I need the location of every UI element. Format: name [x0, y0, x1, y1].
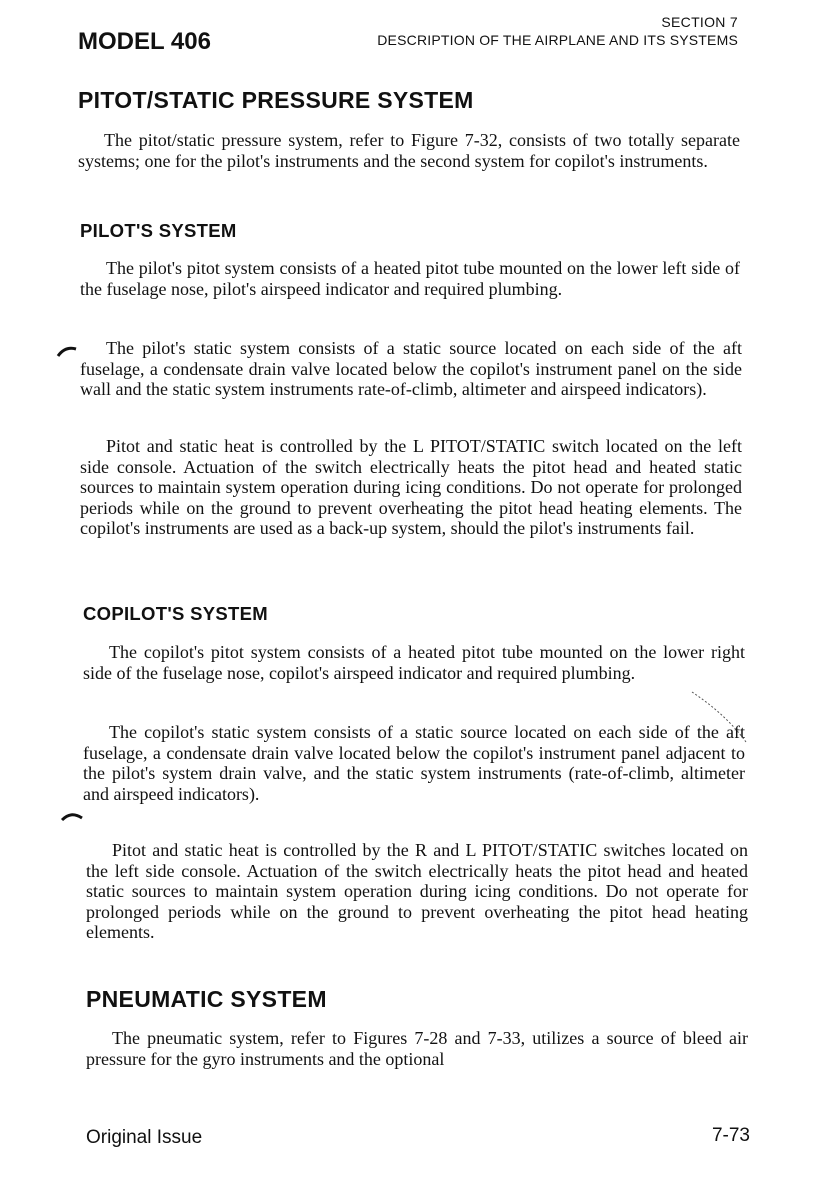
section-label: SECTION 7 — [661, 14, 738, 30]
paragraph-copilots-pitot: The copilot's pitot system consists of a heated pitot tube mounted on the lower right side of the fuselage nose, copilot's airspeed indicator and required plumbing. — [83, 642, 745, 683]
heading-copilots-system: COPILOT'S SYSTEM — [83, 603, 268, 624]
heading-pneumatic: PNEUMATIC SYSTEM — [86, 986, 327, 1012]
pen-stroke-mark-icon — [690, 690, 750, 746]
paragraph-copilots-static: The copilot's static system consists of a static source located on each side of the aft fuselage, a condensate drain valve located below the copilot's instrument panel adjacent to the pilot's system drain valve, and the static system instruments (rate-of-climb, altimeter and airspeed indicators). — [83, 722, 745, 804]
heading-pitot-static: PITOT/STATIC PRESSURE SYSTEM — [78, 87, 474, 113]
model-title: MODEL 406 — [78, 28, 211, 55]
paragraph-pitot-static-intro: The pitot/static pressure system, refer to Figure 7-32, consists of two totally separate systems; one for the pilot's instruments and the second system for copilot's instruments. — [78, 130, 740, 171]
paragraph-copilots-heat: Pitot and static heat is controlled by the R and L PITOT/STATIC switches located on the left side console. Actuation of the switch electrically heats the pitot head and heated static sources to maintain system operation during icing conditions. Do not operate for prolonged periods while on the ground to prevent overheating the pitot head heating elements. — [86, 840, 748, 942]
heading-pilots-system: PILOT'S SYSTEM — [80, 220, 237, 241]
chapter-description: DESCRIPTION OF THE AIRPLANE AND ITS SYSTEMS — [377, 32, 738, 48]
paragraph-pilots-heat: Pitot and static heat is controlled by the L PITOT/STATIC switch located on the left side console. Actuation of the switch electrically heats the pitot head and heated static sources to maintain system operation during icing conditions. Do not operate for prolonged periods while on the ground to prevent overheating the pitot head heating elements. The copilot's instruments are used as a back-up system, should the pilot's instruments fail. — [80, 436, 742, 538]
revision-mark-icon — [60, 808, 84, 828]
revision-mark-icon — [56, 340, 80, 362]
paragraph-pneumatic-intro: The pneumatic system, refer to Figures 7-28 and 7-33, utilizes a source of bleed air pressure for the gyro instruments and the optional — [86, 1028, 748, 1069]
page-number: 7-73 — [711, 1125, 750, 1146]
footer-issue: Original Issue — [86, 1127, 203, 1148]
paragraph-pilots-static: The pilot's static system consists of a static source located on each side of the aft fuselage, a condensate drain valve located below the copilot's instrument panel on the side wall and the static system instruments rate-of-climb, altimeter and airspeed indicators). — [80, 338, 742, 399]
paragraph-pilots-pitot: The pilot's pitot system consists of a heated pitot tube mounted on the lower left side of the fuselage nose, pilot's airspeed indicator and required plumbing. — [80, 258, 740, 299]
